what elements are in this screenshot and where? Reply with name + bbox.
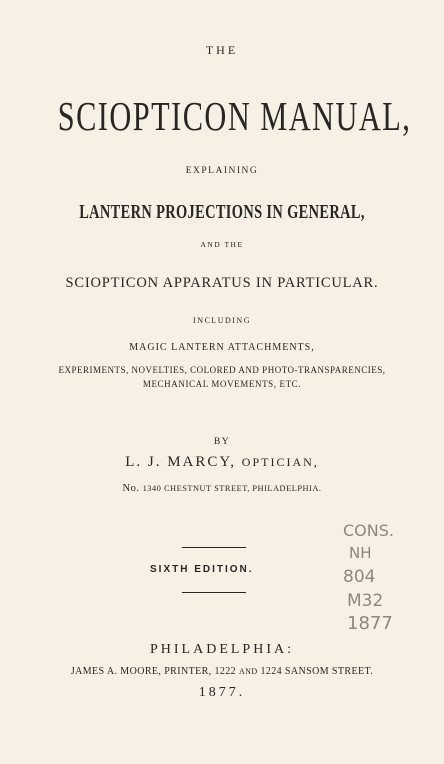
author-line	[0, 454, 444, 471]
pencil-line-4: M32	[347, 591, 384, 611]
author-name: L. J. MARCY,	[125, 454, 237, 470]
imprint-printer	[0, 666, 444, 677]
printer-and: AND	[238, 667, 258, 676]
subtitle-sciopticon-apparatus: SCIOPTICON APPARATUS IN PARTICULAR.	[65, 275, 379, 291]
explaining-label: EXPLAINING	[185, 166, 259, 176]
divider-bottom	[182, 592, 246, 593]
pencil-line-2: NH	[349, 544, 372, 562]
pencil-line-5: 1877	[347, 613, 393, 634]
and-the-label: AND THE	[200, 240, 244, 249]
printer-end: 1224 SANSOM STREET.	[260, 666, 374, 677]
by-label: BY	[213, 437, 231, 447]
including-label: INCLUDING	[193, 316, 251, 325]
author-role: OPTICIAN,	[241, 455, 319, 469]
address-no: No.	[122, 483, 140, 494]
author-address	[0, 483, 444, 494]
address-street: 1340 CHESTNUT STREET, PHILADELPHIA.	[142, 484, 322, 493]
imprint-year: 1877.	[198, 685, 246, 700]
edition-label: SIXTH EDITION.	[150, 564, 254, 575]
printer-main: JAMES A. MOORE, PRINTER, 1222	[70, 666, 237, 677]
pencil-call-number	[339, 514, 419, 636]
imprint-city: PHILADELPHIA:	[150, 642, 294, 657]
contents-mechanical: MECHANICAL MOVEMENTS, ETC.	[142, 379, 302, 389]
pencil-line-3: 804	[343, 567, 376, 587]
divider-top	[182, 547, 246, 548]
the-label: THE	[205, 43, 239, 57]
contents-experiments: EXPERIMENTS, NOVELTIES, COLORED AND PHOTO-TRANSPARENCIES,	[58, 365, 386, 375]
subtitle-lantern-projections: LANTERN PROJECTIONS IN GENERAL,	[79, 201, 365, 223]
contents-magic-lantern: MAGIC LANTERN ATTACHMENTS,	[129, 342, 315, 353]
book-title: SCIOPTICON MANUAL,	[57, 93, 412, 139]
pencil-line-1: CONS.	[343, 521, 394, 540]
